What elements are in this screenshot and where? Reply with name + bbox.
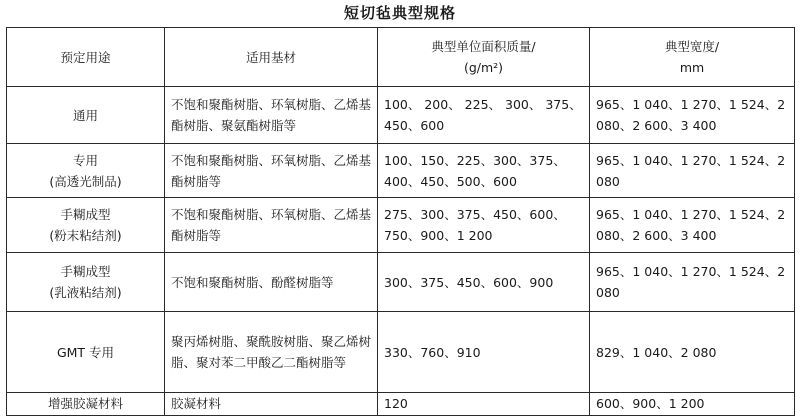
header-mass [378, 28, 590, 87]
substrate-cell: 胶凝材料 [165, 393, 378, 416]
use-label: 手糊成型 [60, 207, 111, 222]
mass-cell: 330、760、910 [378, 312, 590, 393]
header-mass-unit: (g/m²) [463, 60, 504, 75]
width-cell: 965、1 040、1 270、1 524、2 080 [590, 253, 795, 312]
use-cell [7, 253, 165, 312]
substrate-cell: 不饱和聚酯树脂、环氧树脂、乙烯基酯树脂等 [165, 198, 378, 253]
use-cell [7, 198, 165, 253]
table-row [7, 198, 795, 253]
table-row [7, 253, 795, 312]
use-cell [7, 144, 165, 198]
width-cell: 600、900、1 200 [590, 393, 795, 416]
table-row [7, 144, 795, 198]
mass-cell: 300、375、450、600、900 [378, 253, 590, 312]
width-cell: 965、1 040、1 270、1 524、2 080 [590, 144, 795, 198]
use-label: 专用 [72, 152, 98, 168]
table-row [7, 312, 795, 393]
header-width [590, 28, 795, 87]
table-title: 短切毡典型规格 [343, 4, 456, 22]
substrate-cell: 不饱和聚酯树脂、酚醛树脂等 [165, 253, 378, 312]
width-cell: 965、1 040、1 270、1 524、2 080、2 600、3 400 [590, 198, 795, 253]
width-cell: 965、1 040、1 270、1 524、2 080、2 600、3 400 [590, 87, 795, 144]
use-cell [7, 393, 165, 416]
use-label: 通用 [72, 107, 98, 123]
mass-cell: 100、 200、 225、 300、 375、450、600 [378, 87, 590, 144]
header-row [7, 28, 795, 87]
use-sublabel: (粉末粘结剂) [49, 228, 122, 243]
table-row [7, 87, 795, 144]
substrate-cell: 不饱和聚酯树脂、环氧树脂、乙烯基酯树脂、聚氨酯树脂等 [165, 87, 378, 144]
use-cell [7, 312, 165, 393]
use-label: GMT 专用 [56, 344, 115, 360]
header-width-line1: 典型宽度/ [664, 39, 720, 54]
table-row [7, 393, 795, 416]
use-cell [7, 87, 165, 144]
header-use: 预定用途 [7, 28, 165, 87]
mass-cell: 100、150、225、300、375、400、450、500、600 [378, 144, 590, 198]
spec-table [6, 27, 795, 416]
use-sublabel: (高透光制品) [49, 173, 122, 189]
mass-cell: 275、300、375、450、600、750、900、1 200 [378, 198, 590, 253]
header-substrate: 适用基材 [165, 28, 378, 87]
mass-cell: 120 [378, 393, 590, 416]
use-label: 手糊成型 [60, 264, 111, 279]
header-width-unit: mm [679, 60, 705, 75]
use-sublabel: (乳液粘结剂) [49, 285, 122, 300]
width-cell: 829、1 040、2 080 [590, 312, 795, 393]
substrate-cell: 不饱和聚酯树脂、环氧树脂、乙烯基酯树脂等 [165, 144, 378, 198]
header-mass-line1: 典型单位面积质量/ [431, 39, 536, 54]
use-label: 增强胶凝材料 [47, 396, 123, 411]
substrate-cell: 聚丙烯树脂、聚酰胺树脂、聚乙烯树脂、聚对苯二甲酸乙二酯树脂等 [165, 312, 378, 393]
